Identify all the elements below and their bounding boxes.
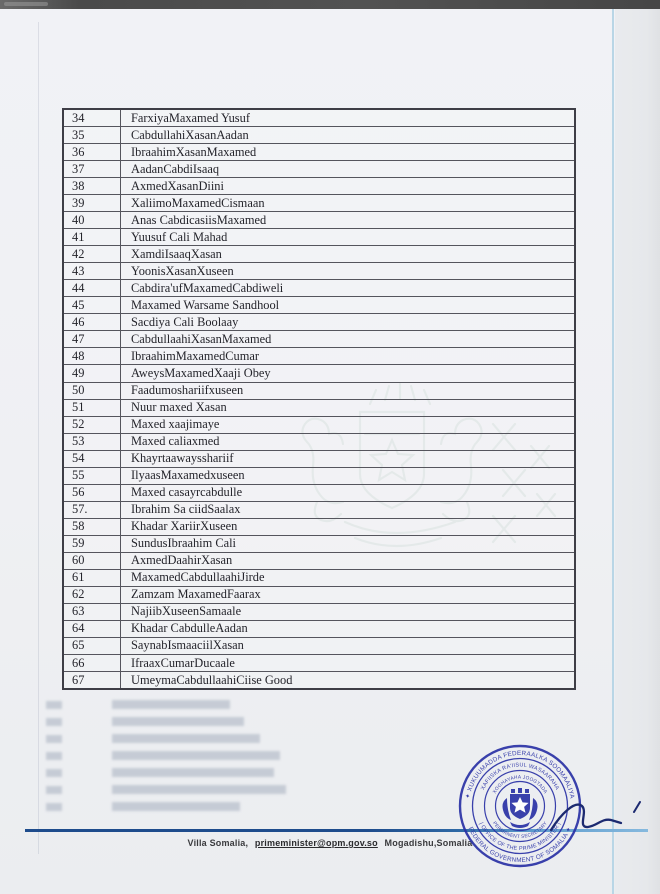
row-number: 46 bbox=[64, 314, 121, 330]
row-name: NajiibXuseenSamaale bbox=[131, 604, 242, 619]
row-number: 36 bbox=[64, 144, 121, 160]
roster-table bbox=[62, 108, 576, 690]
row-number: 50 bbox=[64, 383, 121, 399]
row-name: Nuur maxed Xasan bbox=[131, 400, 227, 415]
row-name: AadanCabdiIsaaq bbox=[131, 161, 220, 176]
row-name: YoonisXasanXuseen bbox=[131, 263, 234, 278]
table-row bbox=[64, 330, 574, 347]
row-number: 60 bbox=[64, 553, 121, 569]
table-row bbox=[64, 126, 574, 143]
table-row bbox=[64, 382, 574, 399]
table-row bbox=[64, 416, 574, 433]
row-name: Faadumoshariifxuseen bbox=[131, 383, 244, 398]
row-name: MaxamedCabdullaahiJirde bbox=[131, 570, 265, 585]
table-row bbox=[64, 654, 574, 671]
row-name: AxmedDaahirXasan bbox=[131, 553, 233, 568]
table-row bbox=[64, 433, 574, 450]
row-name: Maxamed Warsame Sandhool bbox=[131, 297, 280, 312]
row-name: XamdiIsaaqXasan bbox=[131, 246, 222, 261]
row-name: CabdullaahiXasanMaxamed bbox=[131, 331, 272, 346]
table-row bbox=[64, 586, 574, 603]
table-row bbox=[64, 637, 574, 654]
row-name: CabdullahiXasanAadan bbox=[131, 127, 249, 142]
row-number: 39 bbox=[64, 195, 121, 211]
stamp-outer-top-text: ✦ XUKUUMADDA FEDERAALKA SOOMAALIYA bbox=[464, 749, 576, 800]
row-name: Khayrtaawaysshariif bbox=[131, 451, 234, 466]
table-row bbox=[64, 450, 574, 467]
row-name: IbraahimMaxamedCumar bbox=[131, 348, 259, 363]
row-number: 53 bbox=[64, 434, 121, 450]
table-row bbox=[64, 228, 574, 245]
row-number: 49 bbox=[64, 365, 121, 381]
prime-minister-email: primeminister@opm.gov.so bbox=[254, 838, 378, 848]
table-row bbox=[64, 110, 574, 126]
row-number: 63 bbox=[64, 604, 121, 620]
scan-fold-line bbox=[612, 9, 614, 894]
row-number: 38 bbox=[64, 178, 121, 194]
table-row bbox=[64, 399, 574, 416]
row-name: SaynabIsmaaciilXasan bbox=[131, 638, 244, 653]
bleed-through-ghost-text bbox=[46, 696, 366, 815]
row-number: 37 bbox=[64, 161, 121, 177]
table-row bbox=[64, 569, 574, 586]
row-name: Zamzam MaxamedFaarax bbox=[131, 587, 261, 602]
table-row bbox=[64, 501, 574, 518]
table-row bbox=[64, 245, 574, 262]
row-number: 57. bbox=[64, 502, 121, 518]
row-number: 64 bbox=[64, 621, 121, 637]
row-number: 47 bbox=[64, 331, 121, 347]
row-name: Khadar XariirXuseen bbox=[131, 519, 238, 534]
page-edge-strip bbox=[615, 9, 660, 894]
footer-location: Villa Somalia, bbox=[187, 838, 249, 848]
table-row bbox=[64, 552, 574, 569]
table-row bbox=[64, 296, 574, 313]
row-name: Maxed casayrcabdulle bbox=[131, 485, 243, 500]
row-number: 35 bbox=[64, 127, 121, 143]
row-name: IbraahimXasanMaxamed bbox=[131, 144, 257, 159]
scanner-edge-bar bbox=[0, 0, 660, 9]
row-number: 58 bbox=[64, 519, 121, 535]
row-name: AxmedXasanDiini bbox=[131, 178, 224, 193]
stamp-inner-top-text: XOGHAYAHA JOOGTADA bbox=[492, 775, 548, 795]
row-number: 61 bbox=[64, 570, 121, 586]
row-number: 41 bbox=[64, 229, 121, 245]
row-name: IfraaxCumarDucaale bbox=[131, 655, 235, 670]
row-number: 44 bbox=[64, 280, 121, 296]
scan-smudge bbox=[4, 2, 48, 6]
row-number: 51 bbox=[64, 400, 121, 416]
table-row bbox=[64, 194, 574, 211]
row-number: 62 bbox=[64, 587, 121, 603]
footer-city: Mogadishu,Somalia bbox=[384, 838, 473, 848]
row-name: Khadar CabdulleAadan bbox=[131, 621, 248, 636]
row-number: 55 bbox=[64, 468, 121, 484]
row-number: 65 bbox=[64, 638, 121, 654]
row-number: 54 bbox=[64, 451, 121, 467]
table-row bbox=[64, 535, 574, 552]
row-name: AweysMaxamedXaaji Obey bbox=[131, 365, 271, 380]
row-number: 52 bbox=[64, 417, 121, 433]
row-name: Cabdira'ufMaxamedCabdiweli bbox=[131, 280, 284, 295]
signature bbox=[545, 778, 655, 840]
row-name: Ibrahim Sa ciidSaalax bbox=[131, 502, 241, 517]
row-name: UmeymaCabdullaahiCiise Good bbox=[131, 672, 293, 687]
row-number: 40 bbox=[64, 212, 121, 228]
table-row bbox=[64, 211, 574, 228]
row-name: Sacdiya Cali Boolaay bbox=[131, 314, 239, 329]
table-row bbox=[64, 177, 574, 194]
row-name: Maxed xaajimaye bbox=[131, 417, 220, 432]
stamp-inner-bottom-text: PERMANENT SECRETARY bbox=[491, 821, 549, 841]
table-row bbox=[64, 484, 574, 501]
row-number: 66 bbox=[64, 655, 121, 671]
stamp-outer-bottom-text: FEDERAL GOVERNMENT OF SOMALIA ✦ bbox=[466, 825, 574, 865]
table-row bbox=[64, 603, 574, 620]
stamp-middle-top-text: XAFIISKA RA'IISUL WASAARAHA bbox=[480, 762, 560, 792]
row-name: FarxiyaMaxamed Yusuf bbox=[131, 110, 250, 125]
row-name: Yuusuf Cali Mahad bbox=[131, 229, 228, 244]
table-row bbox=[64, 313, 574, 330]
row-number: 67 bbox=[64, 672, 121, 688]
table-row bbox=[64, 143, 574, 160]
row-number: 34 bbox=[64, 110, 121, 126]
row-name: Anas CabdicasiisMaxamed bbox=[131, 212, 267, 227]
row-name: Maxed caliaxmed bbox=[131, 434, 220, 449]
stamp-middle-bottom-text: | OFFICE OF THE PRIME MINISTER | bbox=[477, 821, 563, 853]
row-number: 56 bbox=[64, 485, 121, 501]
table-row bbox=[64, 160, 574, 177]
row-number: 42 bbox=[64, 246, 121, 262]
row-number: 48 bbox=[64, 348, 121, 364]
paper-crease bbox=[38, 22, 39, 854]
row-number: 45 bbox=[64, 297, 121, 313]
row-name: IlyaasMaxamedxuseen bbox=[131, 468, 245, 483]
row-name: SundusIbraahim Cali bbox=[131, 536, 236, 551]
row-name: XaliimoMaxamedCismaan bbox=[131, 195, 265, 210]
table-row bbox=[64, 279, 574, 296]
table-row bbox=[64, 518, 574, 535]
table-row bbox=[64, 467, 574, 484]
table-row bbox=[64, 262, 574, 279]
row-number: 43 bbox=[64, 263, 121, 279]
table-row bbox=[64, 347, 574, 364]
table-row bbox=[64, 364, 574, 381]
table-row bbox=[64, 671, 574, 688]
table-row bbox=[64, 620, 574, 637]
row-number: 59 bbox=[64, 536, 121, 552]
